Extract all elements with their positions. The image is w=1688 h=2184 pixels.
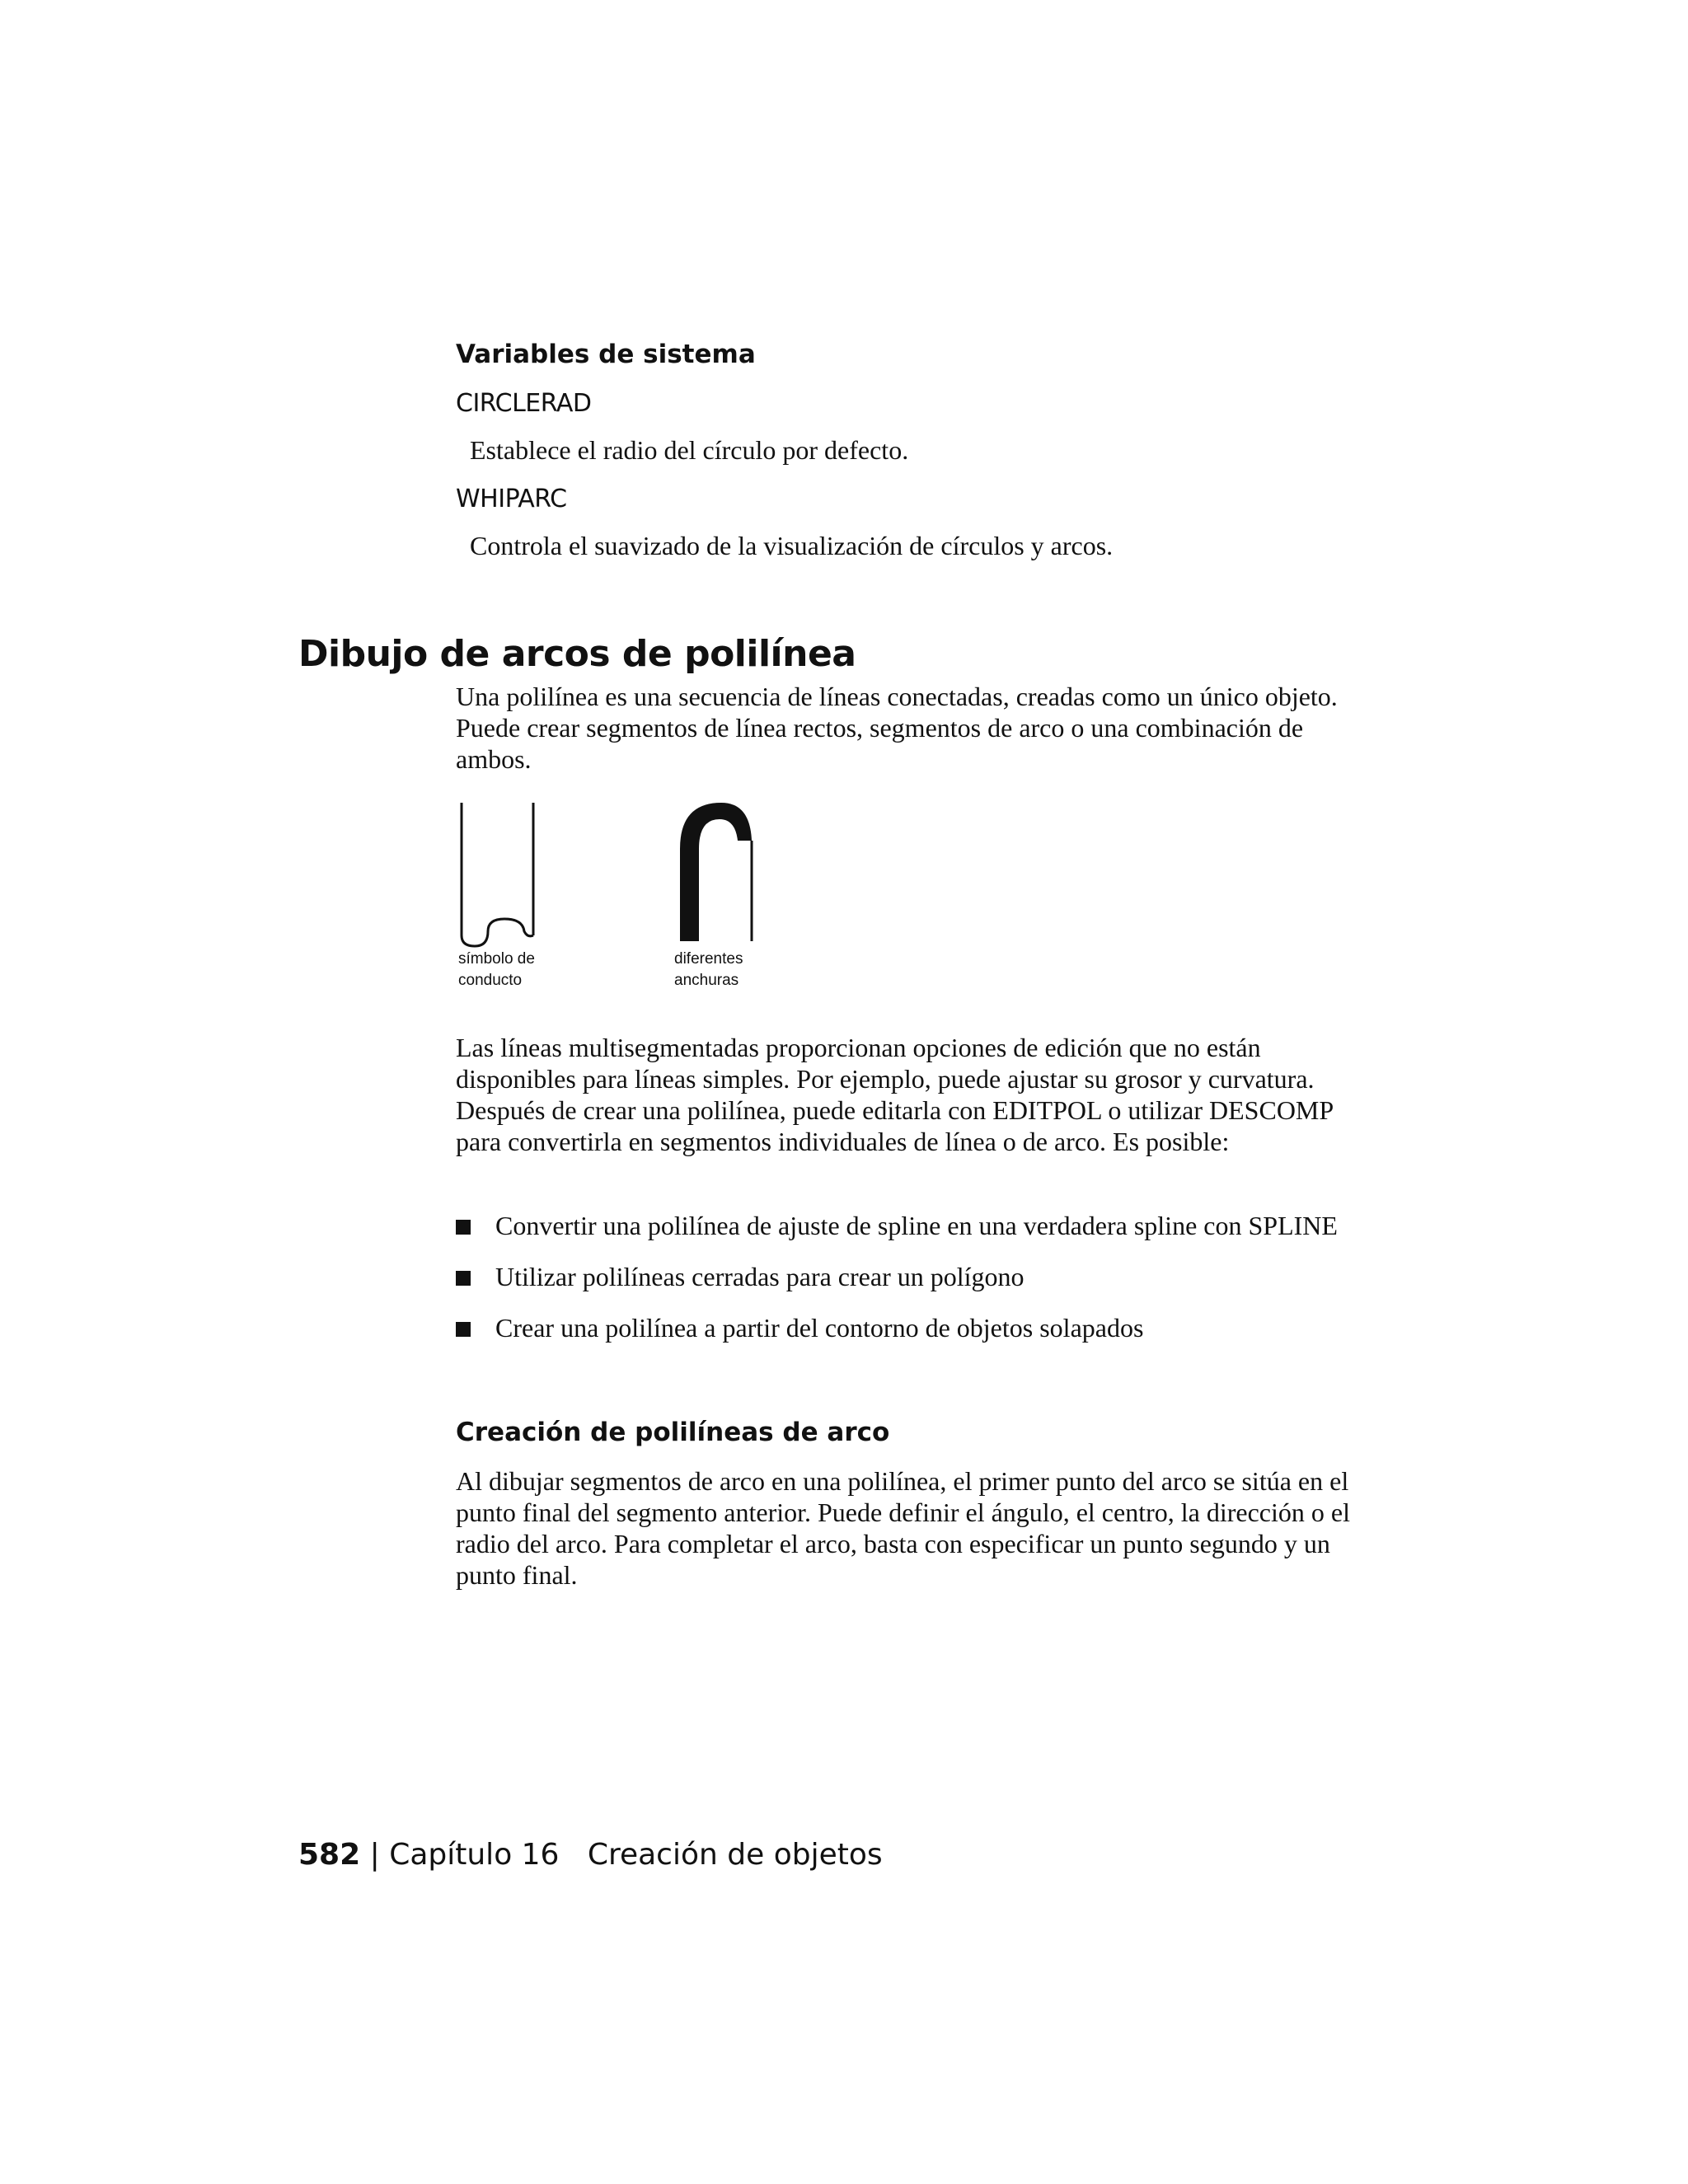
polyline-figure — [445, 791, 775, 956]
subsection-body-paragraph: Al dibujar segmentos de arco en una polilínea, el primer punto del arco se sitúa en el punto final del segmento anterior. Puede definir el ángulo, el centro, la dirección o el radio del arco. Para completar el arco, basta con especificar un punto segundo y un punto final. — [456, 1466, 1350, 1590]
list-item-text: Convertir una polilínea de ajuste de spline en una verdadera spline con SPLINE — [495, 1211, 1338, 1240]
list-item — [456, 1312, 1361, 1343]
square-bullet-icon — [456, 1271, 471, 1286]
variable-description-circlerad: Establece el radio del círculo por defecto. — [470, 435, 909, 465]
square-bullet-icon — [456, 1220, 471, 1235]
varying-widths-drawing — [680, 803, 752, 941]
section-title: Dibujo de arcos de polilínea — [298, 633, 856, 675]
caption-line: diferentes — [674, 950, 743, 968]
page-footer — [298, 1838, 883, 1872]
square-bullet-icon — [456, 1322, 471, 1337]
figure-caption-conduit — [458, 949, 535, 991]
list-item-text: Utilizar polilíneas cerradas para crear un polígono — [495, 1262, 1025, 1291]
footer-chapter: Capítulo 16 — [389, 1838, 560, 1872]
section-intro-paragraph: Una polilínea es una secuencia de líneas conectadas, creadas como un único objeto. Puede crear segmentos de línea rectos, segmentos de arco o una combinación de ambos. — [456, 682, 1338, 774]
caption-line: símbolo de — [458, 950, 535, 968]
bullet-list — [456, 1210, 1362, 1363]
figure-caption-widths — [674, 949, 743, 991]
footer-chapter-title: Creación de objetos — [587, 1838, 883, 1872]
system-variables-heading: Variables de sistema — [456, 340, 756, 369]
subsection-heading: Creación de polilíneas de arco — [456, 1418, 890, 1447]
variable-name-circlerad: CIRCLERAD — [456, 389, 592, 418]
page-number: 582 — [298, 1838, 361, 1872]
variable-name-whiparc: WHIPARC — [456, 485, 567, 513]
list-item — [456, 1261, 1361, 1292]
list-item-text: Crear una polilínea a partir del contorno de objetos solapados — [495, 1313, 1144, 1343]
conduit-symbol-drawing — [462, 803, 533, 946]
list-item — [456, 1210, 1361, 1241]
caption-line: conducto — [458, 972, 523, 989]
caption-line: anchuras — [674, 972, 739, 989]
variable-description-whiparc: Controla el suavizado de la visualización de círculos y arcos. — [470, 531, 1114, 560]
section-body-paragraph: Las líneas multisegmentadas proporcionan opciones de edición que no están disponibles para líneas simples. Por ejemplo, puede ajustar su grosor y curvatura. Después de crear una polilínea, puede editarla con EDITPOL o utilizar DESCOMP para convertirla en segmentos individuales de línea o de arco. Es posible: — [456, 1033, 1333, 1156]
footer-separator: | — [369, 1838, 380, 1872]
